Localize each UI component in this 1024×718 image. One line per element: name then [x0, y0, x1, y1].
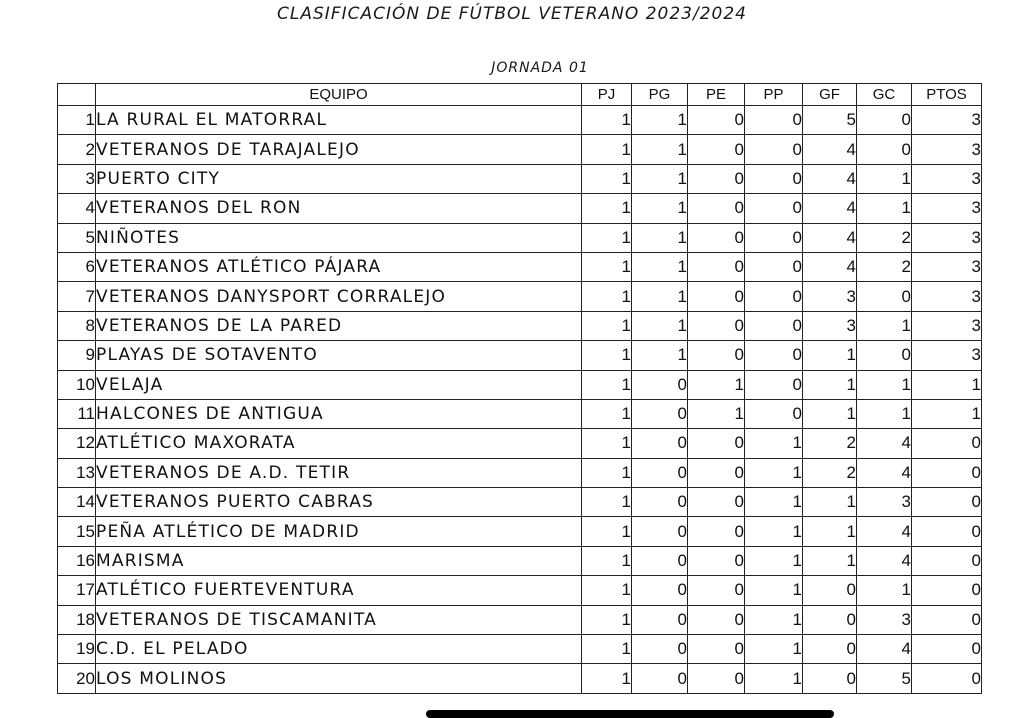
cell-gf: 4 — [803, 194, 857, 223]
standings-table — [57, 83, 982, 694]
cell-pg: 0 — [632, 370, 688, 399]
cell-pj: 1 — [582, 194, 632, 223]
cell-pp: 1 — [745, 488, 803, 517]
cell-gc: 0 — [857, 341, 912, 370]
cell-pp: 1 — [745, 576, 803, 605]
cell-pp: 0 — [745, 370, 803, 399]
cell-pp: 1 — [745, 664, 803, 693]
cell-pos: 15 — [58, 517, 96, 546]
cell-gf: 0 — [803, 605, 857, 634]
cell-gc: 3 — [857, 488, 912, 517]
cell-gc: 1 — [857, 164, 912, 193]
cell-pp: 1 — [745, 546, 803, 575]
table-row — [58, 194, 982, 223]
table-row — [58, 488, 982, 517]
cell-pe: 1 — [688, 370, 745, 399]
table-row — [58, 399, 982, 428]
table-row — [58, 458, 982, 487]
cell-gc: 2 — [857, 223, 912, 252]
header-row — [58, 84, 982, 106]
cell-ptos: 0 — [912, 488, 982, 517]
cell-pos: 6 — [58, 252, 96, 281]
cell-team: VETERANOS DE A.D. TETIR — [96, 458, 582, 487]
cell-pg: 0 — [632, 517, 688, 546]
cell-pj: 1 — [582, 311, 632, 340]
cell-team: VETERANOS ATLÉTICO PÁJARA — [96, 252, 582, 281]
cell-pos: 16 — [58, 546, 96, 575]
cell-gf: 1 — [803, 488, 857, 517]
cell-pg: 1 — [632, 135, 688, 164]
cell-gc: 1 — [857, 370, 912, 399]
page-title: CLASIFICACIÓN DE FÚTBOL VETERANO 2023/2024 — [277, 4, 747, 24]
cell-ptos: 3 — [912, 252, 982, 281]
cell-pos: 19 — [58, 635, 96, 664]
cell-pg: 1 — [632, 223, 688, 252]
cell-pe: 0 — [688, 252, 745, 281]
cell-team: ATLÉTICO FUERTEVENTURA — [96, 576, 582, 605]
cell-pe: 0 — [688, 546, 745, 575]
cell-pos: 20 — [58, 664, 96, 693]
cell-ptos: 1 — [912, 399, 982, 428]
cell-pp: 0 — [745, 311, 803, 340]
cell-gc: 5 — [857, 664, 912, 693]
cell-pg: 0 — [632, 488, 688, 517]
cell-ptos: 0 — [912, 664, 982, 693]
cell-pg: 1 — [632, 341, 688, 370]
table-row — [58, 223, 982, 252]
cell-gc: 0 — [857, 106, 912, 135]
cell-pg: 0 — [632, 576, 688, 605]
cell-team: LA RURAL EL MATORRAL — [96, 106, 582, 135]
cell-pj: 1 — [582, 106, 632, 135]
cell-ptos: 0 — [912, 517, 982, 546]
cell-ptos: 3 — [912, 311, 982, 340]
col-header-pg: PG — [632, 84, 688, 106]
cell-gf: 1 — [803, 370, 857, 399]
cell-pos: 1 — [58, 106, 96, 135]
table-row — [58, 546, 982, 575]
table-row — [58, 341, 982, 370]
cell-pe: 1 — [688, 399, 745, 428]
cell-pg: 1 — [632, 106, 688, 135]
cell-pj: 1 — [582, 605, 632, 634]
cell-pg: 1 — [632, 194, 688, 223]
table-row — [58, 635, 982, 664]
home-indicator-bar — [426, 710, 834, 718]
cell-ptos: 3 — [912, 106, 982, 135]
cell-pp: 0 — [745, 399, 803, 428]
cell-team: LOS MOLINOS — [96, 664, 582, 693]
cell-team: C.D. EL PELADO — [96, 635, 582, 664]
cell-pj: 1 — [582, 429, 632, 458]
cell-gf: 0 — [803, 635, 857, 664]
table-row — [58, 164, 982, 193]
cell-pj: 1 — [582, 488, 632, 517]
table-row — [58, 106, 982, 135]
col-header-gf: GF — [803, 84, 857, 106]
cell-pg: 1 — [632, 282, 688, 311]
cell-pj: 1 — [582, 664, 632, 693]
cell-pg: 1 — [632, 164, 688, 193]
cell-pos: 14 — [58, 488, 96, 517]
cell-pp: 0 — [745, 282, 803, 311]
cell-team: HALCONES DE ANTIGUA — [96, 399, 582, 428]
cell-team: PUERTO CITY — [96, 164, 582, 193]
cell-pe: 0 — [688, 576, 745, 605]
cell-pp: 0 — [745, 223, 803, 252]
cell-gc: 1 — [857, 194, 912, 223]
cell-pg: 0 — [632, 429, 688, 458]
cell-team: VETERANOS DANYSPORT CORRALEJO — [96, 282, 582, 311]
cell-gc: 1 — [857, 311, 912, 340]
cell-pos: 7 — [58, 282, 96, 311]
cell-pe: 0 — [688, 135, 745, 164]
cell-pe: 0 — [688, 605, 745, 634]
cell-ptos: 3 — [912, 135, 982, 164]
cell-team: VETERANOS DE TISCAMANITA — [96, 605, 582, 634]
cell-pp: 0 — [745, 106, 803, 135]
cell-pe: 0 — [688, 106, 745, 135]
cell-pos: 9 — [58, 341, 96, 370]
cell-pos: 8 — [58, 311, 96, 340]
cell-gc: 4 — [857, 517, 912, 546]
cell-pe: 0 — [688, 664, 745, 693]
cell-team: VETERANOS DE TARAJALEJO — [96, 135, 582, 164]
table-row — [58, 605, 982, 634]
cell-pj: 1 — [582, 635, 632, 664]
cell-ptos: 0 — [912, 546, 982, 575]
cell-pos: 2 — [58, 135, 96, 164]
cell-pos: 18 — [58, 605, 96, 634]
jornada-label: JORNADA 01 — [491, 60, 589, 76]
cell-team: VETERANOS PUERTO CABRAS — [96, 488, 582, 517]
cell-pe: 0 — [688, 488, 745, 517]
cell-pp: 1 — [745, 429, 803, 458]
cell-gf: 2 — [803, 429, 857, 458]
col-header-pp: PP — [745, 84, 803, 106]
cell-pj: 1 — [582, 135, 632, 164]
col-header-gc: GC — [857, 84, 912, 106]
cell-team: NIÑOTES — [96, 223, 582, 252]
cell-ptos: 0 — [912, 576, 982, 605]
cell-gc: 0 — [857, 282, 912, 311]
cell-gf: 1 — [803, 341, 857, 370]
cell-team: PEÑA ATLÉTICO DE MADRID — [96, 517, 582, 546]
cell-gf: 2 — [803, 458, 857, 487]
table-row — [58, 517, 982, 546]
cell-pj: 1 — [582, 576, 632, 605]
cell-pp: 0 — [745, 341, 803, 370]
cell-team: ATLÉTICO MAXORATA — [96, 429, 582, 458]
cell-pp: 1 — [745, 458, 803, 487]
cell-gf: 4 — [803, 135, 857, 164]
cell-pp: 1 — [745, 635, 803, 664]
cell-pj: 1 — [582, 341, 632, 370]
cell-gf: 1 — [803, 399, 857, 428]
cell-ptos: 0 — [912, 458, 982, 487]
col-header-team: EQUIPO — [96, 84, 582, 106]
table-row — [58, 252, 982, 281]
table-row — [58, 282, 982, 311]
cell-pg: 0 — [632, 458, 688, 487]
cell-pj: 1 — [582, 399, 632, 428]
cell-ptos: 0 — [912, 429, 982, 458]
cell-ptos: 3 — [912, 164, 982, 193]
cell-pos: 4 — [58, 194, 96, 223]
cell-pj: 1 — [582, 517, 632, 546]
cell-pos: 3 — [58, 164, 96, 193]
cell-pp: 0 — [745, 252, 803, 281]
cell-gc: 4 — [857, 635, 912, 664]
cell-pj: 1 — [582, 223, 632, 252]
col-header-pos — [58, 84, 96, 106]
cell-gc: 3 — [857, 605, 912, 634]
cell-pos: 17 — [58, 576, 96, 605]
cell-gf: 4 — [803, 223, 857, 252]
cell-pe: 0 — [688, 517, 745, 546]
cell-pg: 0 — [632, 605, 688, 634]
cell-gf: 5 — [803, 106, 857, 135]
cell-pos: 12 — [58, 429, 96, 458]
cell-pg: 0 — [632, 399, 688, 428]
table-row — [58, 429, 982, 458]
cell-gf: 4 — [803, 252, 857, 281]
cell-gc: 1 — [857, 399, 912, 428]
col-header-ptos: PTOS — [912, 84, 982, 106]
cell-pos: 5 — [58, 223, 96, 252]
cell-pg: 1 — [632, 252, 688, 281]
cell-pos: 13 — [58, 458, 96, 487]
cell-pg: 0 — [632, 635, 688, 664]
cell-pe: 0 — [688, 635, 745, 664]
cell-pp: 1 — [745, 517, 803, 546]
cell-pj: 1 — [582, 252, 632, 281]
cell-pg: 0 — [632, 664, 688, 693]
table-row — [58, 664, 982, 693]
cell-pe: 0 — [688, 282, 745, 311]
cell-team: MARISMA — [96, 546, 582, 575]
cell-pe: 0 — [688, 458, 745, 487]
cell-ptos: 3 — [912, 282, 982, 311]
cell-pj: 1 — [582, 546, 632, 575]
cell-pp: 1 — [745, 605, 803, 634]
cell-pos: 10 — [58, 370, 96, 399]
cell-gf: 3 — [803, 282, 857, 311]
table-row — [58, 311, 982, 340]
cell-ptos: 3 — [912, 194, 982, 223]
cell-pe: 0 — [688, 194, 745, 223]
cell-gc: 1 — [857, 576, 912, 605]
cell-team: PLAYAS DE SOTAVENTO — [96, 341, 582, 370]
cell-pp: 0 — [745, 135, 803, 164]
cell-gf: 3 — [803, 311, 857, 340]
cell-pe: 0 — [688, 311, 745, 340]
cell-pj: 1 — [582, 370, 632, 399]
col-header-pj: PJ — [582, 84, 632, 106]
cell-gc: 4 — [857, 546, 912, 575]
cell-gf: 4 — [803, 164, 857, 193]
table-row — [58, 370, 982, 399]
table-row — [58, 135, 982, 164]
cell-pp: 0 — [745, 194, 803, 223]
cell-gc: 2 — [857, 252, 912, 281]
cell-ptos: 0 — [912, 635, 982, 664]
cell-team: VETERANOS DEL RON — [96, 194, 582, 223]
cell-ptos: 0 — [912, 605, 982, 634]
cell-pg: 0 — [632, 546, 688, 575]
cell-pe: 0 — [688, 341, 745, 370]
cell-pj: 1 — [582, 164, 632, 193]
cell-pj: 1 — [582, 458, 632, 487]
cell-gf: 1 — [803, 546, 857, 575]
cell-gc: 4 — [857, 458, 912, 487]
cell-team: VETERANOS DE LA PARED — [96, 311, 582, 340]
cell-team: VELAJA — [96, 370, 582, 399]
cell-pe: 0 — [688, 223, 745, 252]
cell-gf: 1 — [803, 517, 857, 546]
cell-pj: 1 — [582, 282, 632, 311]
cell-pos: 11 — [58, 399, 96, 428]
cell-pe: 0 — [688, 164, 745, 193]
cell-gc: 0 — [857, 135, 912, 164]
cell-gf: 0 — [803, 576, 857, 605]
cell-ptos: 1 — [912, 370, 982, 399]
cell-pe: 0 — [688, 429, 745, 458]
cell-gf: 0 — [803, 664, 857, 693]
cell-ptos: 3 — [912, 341, 982, 370]
cell-gc: 4 — [857, 429, 912, 458]
col-header-pe: PE — [688, 84, 745, 106]
table-row — [58, 576, 982, 605]
cell-pp: 0 — [745, 164, 803, 193]
cell-pg: 1 — [632, 311, 688, 340]
cell-ptos: 3 — [912, 223, 982, 252]
